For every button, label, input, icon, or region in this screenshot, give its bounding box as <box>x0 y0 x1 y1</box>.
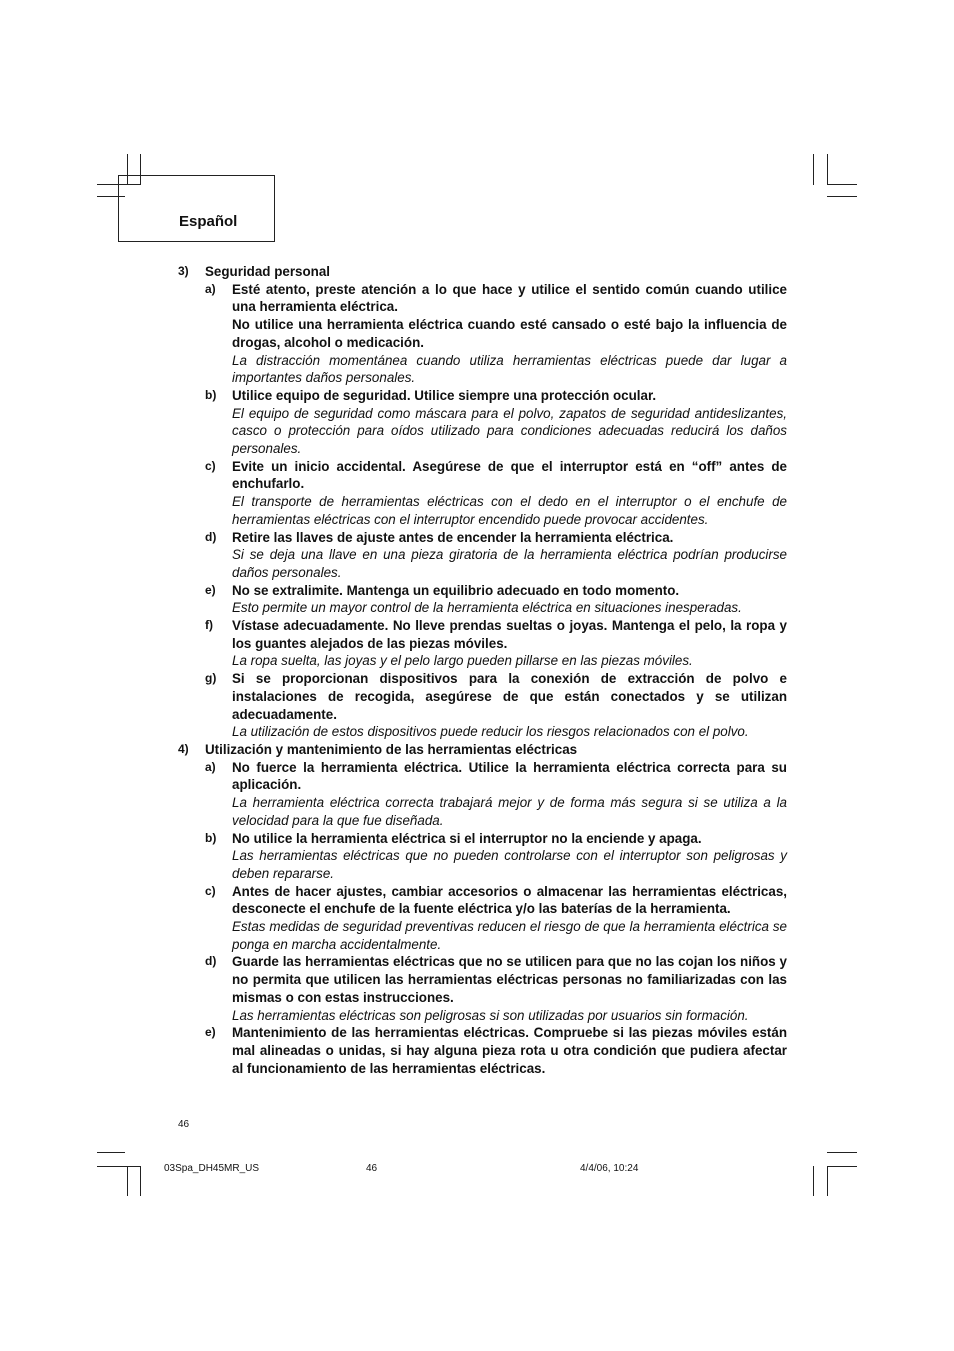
list-item <box>205 759 787 830</box>
crop-mark <box>97 1152 125 1153</box>
item-label: d) <box>205 954 217 969</box>
instruction-text: No se extralimite. Mantenga un equilibrio adecuado en todo momento. <box>232 582 680 598</box>
instruction-text: No fuerce la herramienta eléctrica. Utilice la herramienta eléctrica correcta para su aplicación. <box>232 759 787 793</box>
list-item <box>205 458 787 529</box>
explanation-text: Las herramientas eléctricas que no pueden controlarse con el interruptor son peligrosas y deben repararse. <box>232 848 787 881</box>
footer-filename: 03Spa_DH45MR_US <box>164 1163 260 1174</box>
explanation-text: El equipo de seguridad como máscara para el polvo, zapatos de seguridad antideslizantes, casco o protección para oídos utilizado para condiciones adecuadas reducirá los daños personales. <box>232 405 787 457</box>
instruction-text: Guarde las herramientas eléctricas que no se utilicen para que no las cojan los niños y no permita que utilicen las herramientas eléctricas personas no familiarizadas con las mismas o con estas instrucciones. <box>232 954 787 1005</box>
footer-page: 46 <box>366 1163 378 1174</box>
section-heading <box>178 741 787 759</box>
explanation-text: La distracción momentánea cuando utiliza herramientas eléctricas puede dar lugar a importantes daños personales. <box>232 352 787 386</box>
item-label: a) <box>205 759 216 774</box>
instruction-text: Mantenimiento de las herramientas eléctricas. Compruebe si las piezas móviles están mal alineadas o unidas, si hay alguna pieza rota u otra condición que pudiera afectar al funcionamiento de las herramientas eléctricas. <box>232 1025 787 1076</box>
item-label: e) <box>205 1025 216 1040</box>
instruction-text: No utilice la herramienta eléctrica si el interruptor no la enciende y apaga. <box>232 830 702 846</box>
instruction-text: Esté atento, preste atención a lo que hace y utilice el sentido común cuando utilice una herramienta eléctrica. <box>232 281 787 315</box>
explanation-text: La utilización de estos dispositivos puede reducir los riesgos relacionados con el polvo. <box>232 724 749 740</box>
crop-mark <box>827 1166 857 1167</box>
instruction-text: Si se proporcionan dispositivos para la conexión de extracción de polvo e instalaciones de recogida, asegúrese de que están conectados y se utilizan adecuadamente. <box>232 671 787 722</box>
item-label: c) <box>205 458 216 473</box>
item-label: f) <box>205 618 213 633</box>
item-label: g) <box>205 671 217 686</box>
item-label: d) <box>205 529 217 544</box>
list-item <box>205 953 787 1024</box>
crop-mark <box>827 1166 828 1196</box>
explanation-text: Si se deja una llave en una pieza giratoria de la herramienta eléctrica podrían producirse daños personales. <box>232 547 787 580</box>
list-item <box>205 529 787 582</box>
list-item <box>205 582 787 617</box>
list-item <box>205 281 787 387</box>
crop-mark <box>827 1152 857 1153</box>
list-item <box>205 670 787 741</box>
crop-mark <box>827 154 828 185</box>
main-content <box>178 263 787 1077</box>
instruction-text: Vístase adecuadamente. No lleve prendas sueltas o joyas. Mantenga el pelo, la ropa y los guantes alejados de las piezas móviles. <box>232 618 787 651</box>
list-item <box>205 387 787 458</box>
section-number: 4) <box>178 741 189 756</box>
explanation-text: Esto permite un mayor control de la herramienta eléctrica en situaciones inesperadas. <box>232 600 742 616</box>
crop-mark <box>813 154 814 185</box>
explanation-text: Las herramientas eléctricas son peligrosas si son utilizadas por usuarios sin formación. <box>232 1007 749 1023</box>
list-item <box>205 883 787 954</box>
section-title: Utilización y mantenimiento de las herramientas eléctricas <box>205 741 578 757</box>
language-tab <box>118 175 275 242</box>
crop-mark <box>827 196 857 197</box>
list-item <box>205 1024 787 1077</box>
list-item <box>205 830 787 883</box>
list-item <box>205 617 787 670</box>
item-label: c) <box>205 883 216 898</box>
item-label: a) <box>205 281 216 296</box>
explanation-text: La herramienta eléctrica correcta trabajará mejor y de forma más segura si se utiliza a la velocidad para la que fue diseñada. <box>232 795 787 828</box>
crop-mark <box>827 184 857 185</box>
instruction-text: Utilice equipo de seguridad. Utilice siempre una protección ocular. <box>232 387 657 403</box>
language-label: Español <box>179 213 238 230</box>
explanation-text: El transporte de herramientas eléctricas con el dedo en el interruptor o el enchufe de herramientas eléctricas con el interruptor encendido puede provocar accidentes. <box>232 494 787 527</box>
item-label: b) <box>205 830 217 845</box>
explanation-text: La ropa suelta, las joyas y el pelo largo pueden pillarse en las piezas móviles. <box>232 653 693 669</box>
crop-mark <box>140 1166 141 1196</box>
instruction-text: Antes de hacer ajustes, cambiar accesorios o almacenar las herramientas eléctricas, desconecte el enchufe de la fuente eléctrica y/o las baterías de la herramienta. <box>232 883 787 917</box>
footer-date: 4/4/06, 10:24 <box>580 1163 639 1174</box>
section-number: 3) <box>178 264 189 278</box>
section-heading <box>178 263 787 281</box>
item-label: b) <box>205 387 217 402</box>
instruction-text: Retire las llaves de ajuste antes de encender la herramienta eléctrica. <box>232 529 674 545</box>
section-title: Seguridad personal <box>205 264 331 279</box>
instruction-text: Evite un inicio accidental. Asegúrese de que el interruptor está en “off” antes de enchufarlo. <box>232 458 787 492</box>
item-label: e) <box>205 582 216 597</box>
crop-mark <box>127 1166 128 1196</box>
page-number: 46 <box>178 1119 190 1130</box>
crop-mark <box>97 1166 141 1167</box>
instruction-text: No utilice una herramienta eléctrica cuando esté cansado o esté bajo la influencia de drogas, alcohol o medicación. <box>232 317 787 350</box>
explanation-text: Estas medidas de seguridad preventivas reducen el riesgo de que la herramienta eléctrica se ponga en marcha accidentalmente. <box>232 919 787 952</box>
crop-mark <box>813 1166 814 1196</box>
